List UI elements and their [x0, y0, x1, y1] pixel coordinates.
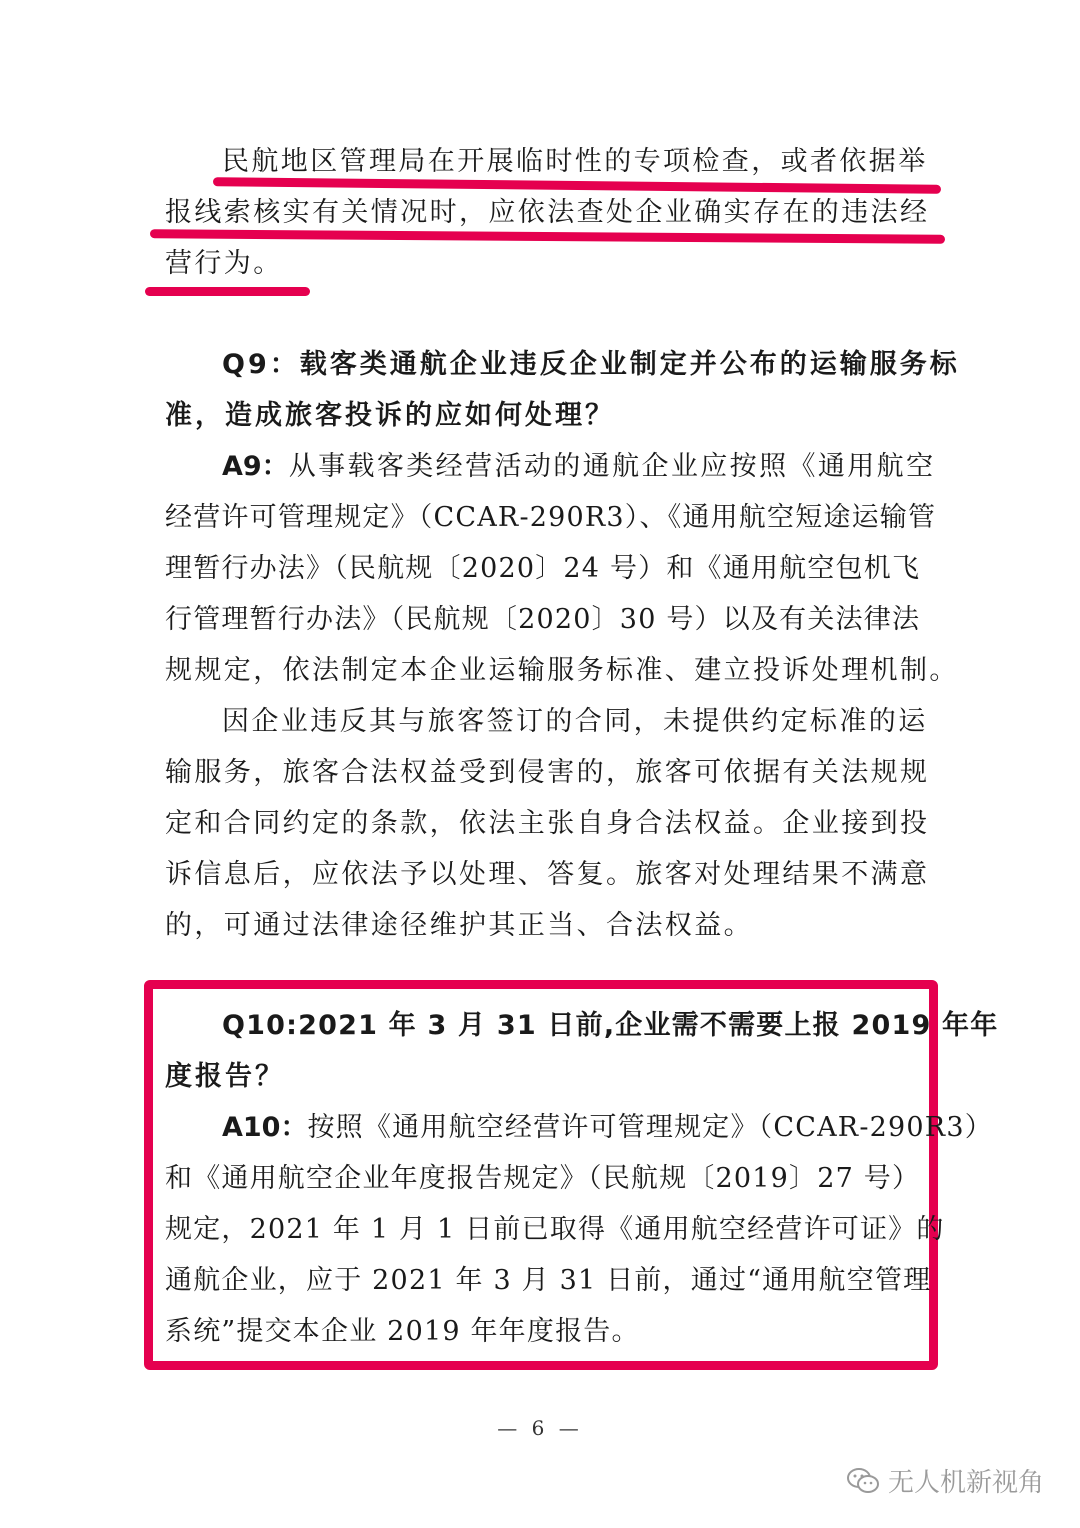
- a9-para2-line-2: 输服务，旅客合法权益受到侵害的，旅客可依据有关法规规: [165, 757, 930, 788]
- a9-para2-line-3: 定和合同约定的条款，依法主张自身合法权益。企业接到投: [165, 808, 930, 839]
- watermark-text: 无人机新视角: [888, 1468, 1045, 1498]
- wechat-icon: [846, 1467, 880, 1495]
- a9-line-3: 理暂行办法》（民航规〔2020〕24 号）和《通用航空包机飞: [165, 553, 921, 584]
- a10-label: A10：: [222, 1112, 308, 1143]
- a9-para2-line-1: 因企业违反其与旅客签订的合同，未提供约定标准的运: [222, 706, 928, 737]
- a10-line-1: [222, 1103, 993, 1153]
- a9-para2-line-5: 的，可通过法律途径维护其正当、合法权益。: [165, 910, 753, 941]
- top-line-3: 营行为。: [165, 248, 283, 279]
- page-number: — 6 —: [497, 1416, 583, 1440]
- q10-question-line-1: Q10:2021 年 3 月 31 日前,企业需不需要上报 2019 年年: [222, 1010, 999, 1041]
- watermark: [846, 1462, 1044, 1499]
- a10-line-3: 规定，2021 年 1 月 1 日前已取得《通用航空经营许可证》的: [165, 1214, 945, 1245]
- a9-line-5: 规规定，依法制定本企业运输服务标准、建立投诉处理机制。: [165, 655, 959, 686]
- top-line-1: 民航地区管理局在开展临时性的专项检查，或者依据举: [222, 146, 928, 177]
- a9-line-2: 经营许可管理规定》（CCAR-290R3）、《通用航空短途运输管: [165, 502, 937, 533]
- a9-para2-line-4: 诉信息后，应依法予以处理、答复。旅客对处理结果不满意: [165, 859, 930, 890]
- a9-label: A9：: [222, 451, 289, 482]
- a10-line-2: 和《通用航空企业年度报告规定》（民航规〔2019〕27 号）: [165, 1163, 921, 1194]
- a9-line-1: [222, 442, 936, 492]
- a9-line-4: 行管理暂行办法》（民航规〔2020〕30 号）以及有关法律法: [165, 604, 921, 635]
- a10-line-4: 通航企业，应于 2021 年 3 月 31 日前，通过“通用航空管理: [165, 1265, 932, 1296]
- q10-question-line-2: 度报告？: [165, 1061, 285, 1092]
- a10-text-1: 按照《通用航空经营许可管理规定》（CCAR-290R3）: [307, 1112, 993, 1143]
- highlight-underline-3: [145, 287, 310, 296]
- q9-question-line-2: 准，造成旅客投诉的应如何处理？: [165, 400, 615, 431]
- top-line-2: 报线索核实有关情况时，应依法查处企业确实存在的违法经: [165, 197, 930, 228]
- q9-question-line-1: Q9：载客类通航企业违反企业制定并公布的运输服务标: [222, 349, 960, 380]
- a9-text-1: 从事载客类经营活动的通航企业应按照《通用航空: [288, 451, 936, 482]
- a10-line-5: 系统”提交本企业 2019 年年度报告。: [165, 1316, 640, 1347]
